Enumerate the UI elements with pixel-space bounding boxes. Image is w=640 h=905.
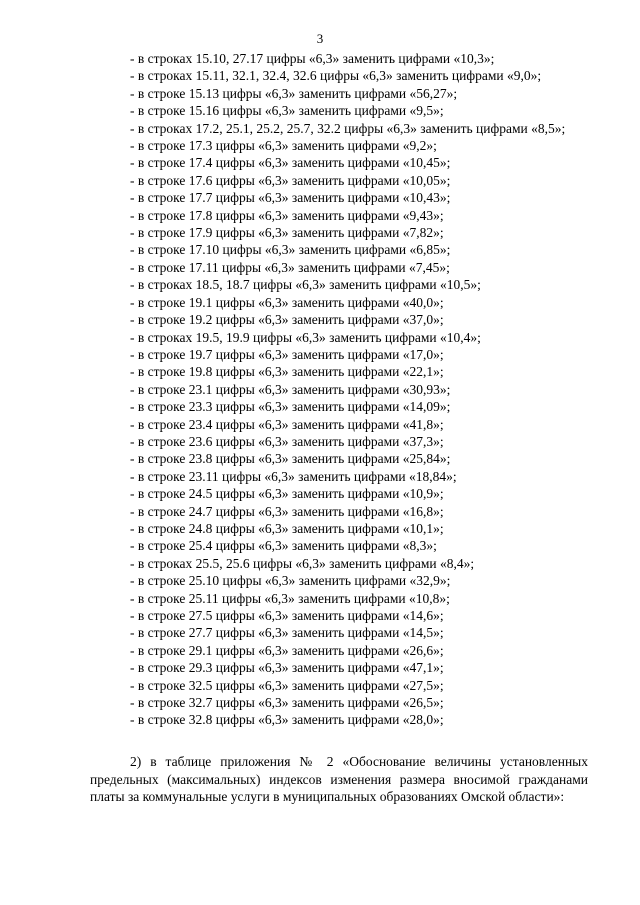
list-item: - в строке 23.3 цифры «6,3» заменить цифрами «14,09»; [130, 399, 451, 415]
list-item: - в строке 25.4 цифры «6,3» заменить цифрами «8,3»; [130, 538, 437, 554]
list-item: - в строке 15.16 цифры «6,3» заменить цифрами «9,5»; [130, 103, 444, 119]
amendment-list [0, 50, 640, 729]
list-item: - в строках 25.5, 25.6 цифры «6,3» заменить цифрами «8,4»; [130, 555, 475, 571]
list-item: - в строке 17.9 цифры «6,3» заменить цифрами «7,82»; [130, 225, 444, 241]
list-item: - в строке 29.3 цифры «6,3» заменить цифрами «47,1»; [130, 660, 444, 676]
list-item: - в строке 17.6 цифры «6,3» заменить цифрами «10,05»; [130, 172, 451, 188]
list-item: - в строке 23.1 цифры «6,3» заменить цифрами «30,93»; [130, 381, 451, 397]
list-item: - в строке 32.8 цифры «6,3» заменить цифрами «28,0»; [130, 712, 444, 728]
page-number: 3 [316, 31, 324, 46]
list-item: - в строке 29.1 цифры «6,3» заменить цифрами «26,6»; [130, 642, 444, 658]
list-item: - в строке 19.8 цифры «6,3» заменить цифрами «22,1»; [130, 364, 444, 380]
list-item: - в строке 17.11 цифры «6,3» заменить цифрами «7,45»; [130, 259, 450, 275]
list-item: - в строке 24.5 цифры «6,3» заменить цифрами «10,9»; [130, 486, 444, 502]
list-item: - в строке 15.13 цифры «6,3» заменить цифрами «56,27»; [130, 85, 458, 101]
list-item: - в строке 23.6 цифры «6,3» заменить цифрами «37,3»; [130, 433, 444, 449]
list-item: - в строке 32.5 цифры «6,3» заменить цифрами «27,5»; [130, 677, 444, 693]
list-item: - в строке 27.5 цифры «6,3» заменить цифрами «14,6»; [130, 608, 444, 623]
list-item: - в строках 15.10, 27.17 цифры «6,3» заменить цифрами «10,3»; [130, 51, 495, 66]
list-item: - в строках 17.2, 25.1, 25.2, 25.7, 32.2 цифры «6,3» заменить цифрами «8,5»; [130, 120, 566, 136]
list-item: - в строке 19.7 цифры «6,3» заменить цифрами «17,0»; [130, 346, 444, 362]
list-item: - в строке 24.7 цифры «6,3» заменить цифрами «16,8»; [130, 503, 444, 519]
list-item: - в строке 23.4 цифры «6,3» заменить цифрами «41,8»; [130, 416, 444, 432]
list-item: - в строке 32.7 цифры «6,3» заменить цифрами «26,5»; [130, 695, 444, 711]
list-item: - в строке 25.10 цифры «6,3» заменить цифрами «32,9»; [130, 573, 451, 589]
list-item: - в строке 23.8 цифры «6,3» заменить цифрами «25,84»; [130, 451, 451, 467]
list-item: - в строках 15.11, 32.1, 32.4, 32.6 цифры «6,3» заменить цифрами «9,0»; [130, 68, 542, 84]
list-item: - в строках 18.5, 18.7 цифры «6,3» заменить цифрами «10,5»; [130, 277, 481, 293]
list-item: - в строках 19.5, 19.9 цифры «6,3» заменить цифрами «10,4»; [130, 329, 481, 345]
list-item: - в строке 17.8 цифры «6,3» заменить цифрами «9,43»; [130, 207, 444, 223]
list-item: - в строке 17.3 цифры «6,3» заменить цифрами «9,2»; [130, 138, 437, 154]
list-item: - в строке 25.11 цифры «6,3» заменить цифрами «10,8»; [130, 590, 450, 606]
list-item: - в строке 23.11 цифры «6,3» заменить цифрами «18,84»; [130, 468, 457, 484]
list-item: - в строке 24.8 цифры «6,3» заменить цифрами «10,1»; [130, 520, 444, 536]
list-item: - в строке 17.4 цифры «6,3» заменить цифрами «10,45»; [130, 155, 451, 171]
list-item: - в строке 27.7 цифры «6,3» заменить цифрами «14,5»; [130, 625, 444, 641]
list-item: - в строке 19.1 цифры «6,3» заменить цифрами «40,0»; [130, 294, 444, 310]
list-item: - в строке 17.10 цифры «6,3» заменить цифрами «6,85»; [130, 242, 451, 258]
list-item: - в строке 17.7 цифры «6,3» заменить цифрами «10,43»; [130, 190, 451, 206]
list-item: - в строке 19.2 цифры «6,3» заменить цифрами «37,0»; [130, 312, 444, 328]
final-paragraph: 2) в таблице приложения № 2 «Обоснование величины установленных предельных (максимальных) индексов изменения размера вносимой гражданами платы за коммунальные услуги в муниципальных образованиях Омской области»: [90, 754, 588, 804]
